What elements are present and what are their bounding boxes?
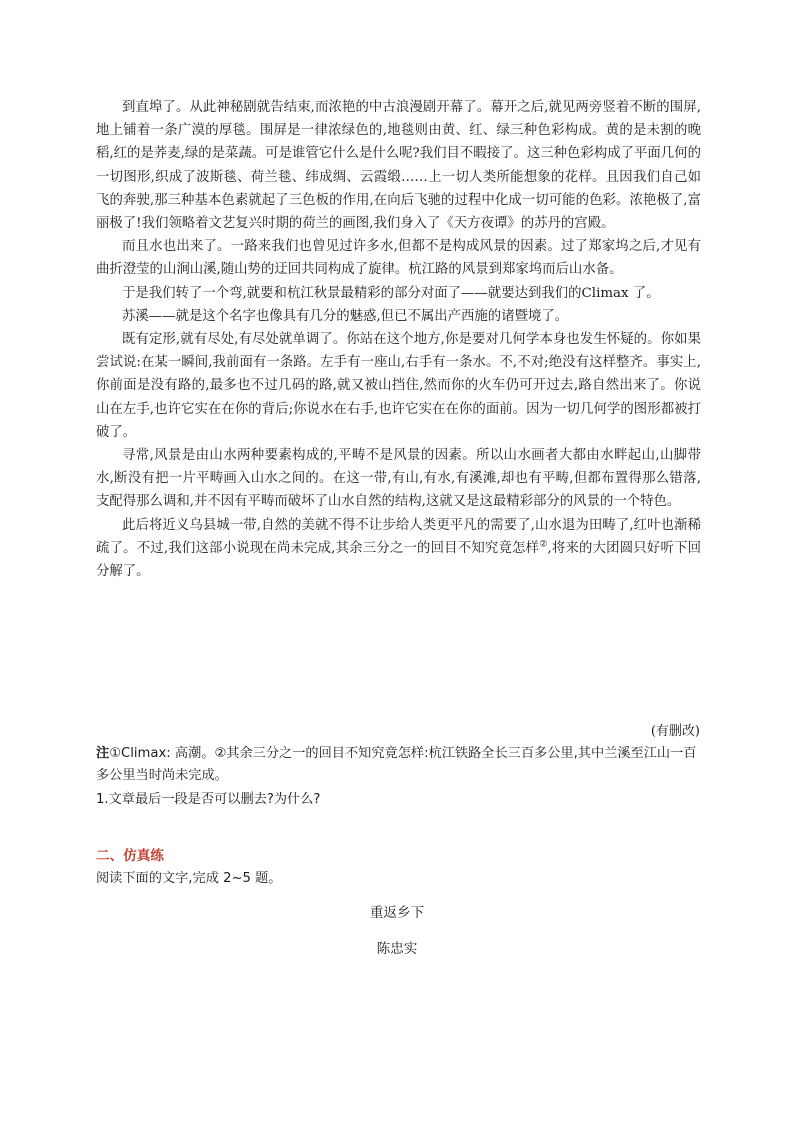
footnote-marker: ② <box>539 539 548 550</box>
paragraph-7-text-end: ,将来的大团圆只好听下回分解了。 <box>96 540 701 580</box>
paragraph-7-text: 此后将近义乌县城一带,自然的美就不得不让步给人类更平凡的需要了,山水退为田畴了,红叶也渐稀疏了。不过,我们这部小说现在尚未完成,其余三分之一的回目不知究竟怎样 <box>96 517 701 556</box>
footnotes <box>96 743 701 787</box>
source-note: (有删改) <box>650 724 700 739</box>
question-1: 1.文章最后一段是否可以删去?为什么? <box>96 792 321 807</box>
passage-paragraph-4: 苏溪——就是这个名字也像具有几分的魅惑,但已不属出产西施的诸暨境了。 <box>122 308 569 324</box>
section-heading: 二、仿真练 <box>96 848 164 864</box>
passage-paragraph-3: 于是我们转了一个弯,就要和杭江秋景最精彩的部分对面了——就要达到我们的Climax 了。 <box>122 285 660 301</box>
passage-body <box>96 96 701 583</box>
passage-paragraph-6: 寻常,风景是由山水两种要素构成的,平畴不是风景的因素。所以山水画者大都由水畔起山,山脚带水,断没有把一片平畴画入山水之间的。在这一带,有山,有水,有溪滩,却也有平畴,但都布置得那么错落,支配得那么调和,并不因有平畴而破坏了山水自然的结构,这就又是这最精彩部分的风景的一个特色。 <box>96 448 701 510</box>
passage-paragraph-5: 既有定形,就有尽处,有尽处就单调了。你站在这个地方,你是要对几何学本身也发生怀疑的。你如果尝试说:在某一瞬间,我前面有一条路。左手有一座山,右手有一条水。不,不对;绝没有这样整齐。事实上,你前面是没有路的,最多也不过几码的路,就又被山挡住,然而你的火车仍可开过去,路自然出来了。你说山在左手,也许它实在在你的背后;你说水在右手,也许它实在在你的面前。因为一切几何学的图形都被打破了。 <box>96 332 701 440</box>
section-instruction: 阅读下面的文字,完成 2~5 题。 <box>96 871 282 886</box>
notes-text: ①Climax: 高潮。②其余三分之一的回目不知究竟怎样:杭江铁路全长三百多公里,其中兰溪至江山一百多公里当时尚未完成。 <box>96 746 697 783</box>
notes-label: 注 <box>96 746 110 761</box>
article-title: 重返乡下 <box>369 905 425 921</box>
passage-paragraph-2: 而且水也出来了。一路来我们也曾见过许多水,但都不是构成风景的因素。过了郑家坞之后,才见有曲折澄莹的山涧山溪,随山势的迂回共同构成了旋律。杭江路的风景到郑家坞而后山水备。 <box>96 239 701 278</box>
passage-paragraph-7 <box>96 514 701 584</box>
article-author: 陈忠实 <box>376 941 418 957</box>
passage-paragraph-1: 到直埠了。从此神秘剧就告结束,而浓艳的中古浪漫剧开幕了。幕开之后,就见两旁竖着不断的围屏,地上铺着一条广漠的厚毯。围屏是一律浓绿色的,地毯则由黄、红、绿三种色彩构成。黄的是未割的晚稻,红的是荞麦,绿的是菜蔬。可是谁管它什么是什么呢?我们目不暇接了。这三种色彩构成了平面几何的一切图形,织成了波斯毯、荷兰毯、纬成绸、云霞缎……上一切人类所能想象的花样。且因我们自己如飞的奔驶,那三种基本色素就起了三色板的作用,在向后飞驰的过程中化成一切可能的色彩。浓艳极了,富丽极了!我们领略着文艺复兴时期的荷兰的画图,我们身入了《天方夜谭》的苏丹的宫殿。 <box>96 100 701 232</box>
